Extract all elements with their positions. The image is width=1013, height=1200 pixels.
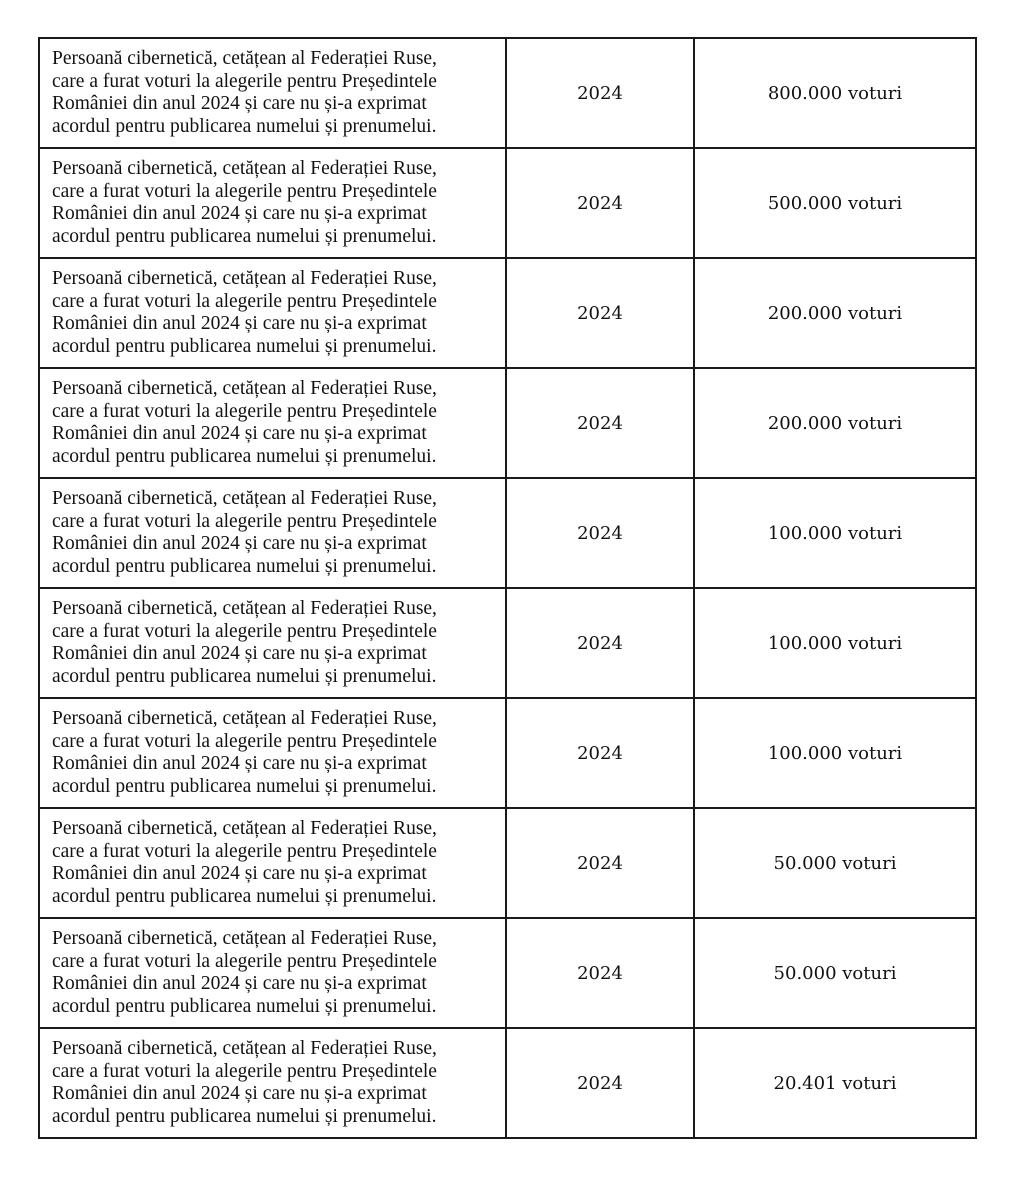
description-line: Persoană cibernetică, cetățean al Federației Ruse,: [52, 488, 437, 509]
year-cell: 2024: [506, 368, 694, 478]
table-row: [39, 148, 976, 258]
description-line: Persoană cibernetică, cetățean al Federației Ruse,: [52, 708, 437, 729]
year-cell: 2024: [506, 808, 694, 918]
description-line: care a furat voturi la alegerile pentru Președintele: [52, 290, 437, 312]
description-line: care a furat voturi la alegerile pentru Președintele: [52, 840, 437, 862]
description-line: Persoană cibernetică, cetățean al Federației Ruse,: [52, 268, 437, 289]
votes-cell: 20.401 voturi: [694, 1028, 976, 1138]
description-line: Persoană cibernetică, cetățean al Federației Ruse,: [52, 818, 437, 839]
description-line: care a furat voturi la alegerile pentru Președintele: [52, 950, 437, 972]
description-line: Persoană cibernetică, cetățean al Federației Ruse,: [52, 1038, 437, 1059]
votes-cell: 200.000 voturi: [694, 368, 976, 478]
description-line: acordul pentru publicarea numelui și prenumelui.: [52, 885, 437, 907]
table-row: [39, 588, 976, 698]
description-line: Persoană cibernetică, cetățean al Federației Ruse,: [52, 48, 437, 69]
year-cell: 2024: [506, 1028, 694, 1138]
description-line: care a furat voturi la alegerile pentru Președintele: [52, 180, 437, 202]
description-line: Persoană cibernetică, cetățean al Federației Ruse,: [52, 158, 437, 179]
votes-cell: 500.000 voturi: [694, 148, 976, 258]
votes-table: [38, 37, 977, 1139]
year-cell: 2024: [506, 698, 694, 808]
description-line: României din anul 2024 și care nu și-a exprimat: [52, 313, 427, 334]
votes-cell: 800.000 voturi: [694, 38, 976, 148]
description-cell: [39, 258, 506, 368]
votes-table-body: [39, 38, 976, 1138]
table-row: [39, 368, 976, 478]
description-line: acordul pentru publicarea numelui și prenumelui.: [52, 445, 437, 467]
votes-cell: 100.000 voturi: [694, 478, 976, 588]
description-line: acordul pentru publicarea numelui și prenumelui.: [52, 335, 437, 357]
description-line: acordul pentru publicarea numelui și prenumelui.: [52, 555, 437, 577]
description-line: României din anul 2024 și care nu și-a exprimat: [52, 753, 427, 774]
votes-cell: 200.000 voturi: [694, 258, 976, 368]
description-cell: [39, 808, 506, 918]
description-line: acordul pentru publicarea numelui și prenumelui.: [52, 995, 437, 1017]
description-line: României din anul 2024 și care nu și-a exprimat: [52, 643, 427, 664]
description-line: României din anul 2024 și care nu și-a exprimat: [52, 93, 427, 114]
votes-cell: 100.000 voturi: [694, 698, 976, 808]
description-line: României din anul 2024 și care nu și-a exprimat: [52, 423, 427, 444]
table-row: [39, 1028, 976, 1138]
description-line: care a furat voturi la alegerile pentru Președintele: [52, 620, 437, 642]
year-cell: 2024: [506, 918, 694, 1028]
votes-cell: 50.000 voturi: [694, 918, 976, 1028]
table-row: [39, 38, 976, 148]
year-cell: 2024: [506, 38, 694, 148]
table-row: [39, 808, 976, 918]
description-line: acordul pentru publicarea numelui și prenumelui.: [52, 115, 437, 137]
description-cell: [39, 698, 506, 808]
description-line: României din anul 2024 și care nu și-a exprimat: [52, 1083, 427, 1104]
table-row: [39, 698, 976, 808]
description-line: care a furat voturi la alegerile pentru Președintele: [52, 400, 437, 422]
description-line: acordul pentru publicarea numelui și prenumelui.: [52, 1105, 437, 1127]
year-cell: 2024: [506, 258, 694, 368]
votes-cell: 100.000 voturi: [694, 588, 976, 698]
description-line: României din anul 2024 și care nu și-a exprimat: [52, 863, 427, 884]
description-line: care a furat voturi la alegerile pentru Președintele: [52, 730, 437, 752]
description-line: acordul pentru publicarea numelui și prenumelui.: [52, 775, 437, 797]
description-cell: [39, 1028, 506, 1138]
description-line: care a furat voturi la alegerile pentru Președintele: [52, 1060, 437, 1082]
description-line: României din anul 2024 și care nu și-a exprimat: [52, 973, 427, 994]
description-cell: [39, 918, 506, 1028]
description-line: Persoană cibernetică, cetățean al Federației Ruse,: [52, 928, 437, 949]
year-cell: 2024: [506, 478, 694, 588]
description-cell: [39, 368, 506, 478]
year-cell: 2024: [506, 148, 694, 258]
description-cell: [39, 478, 506, 588]
description-cell: [39, 588, 506, 698]
table-row: [39, 478, 976, 588]
votes-cell: 50.000 voturi: [694, 808, 976, 918]
table-row: [39, 918, 976, 1028]
year-cell: 2024: [506, 588, 694, 698]
table-row: [39, 258, 976, 368]
description-line: Persoană cibernetică, cetățean al Federației Ruse,: [52, 598, 437, 619]
description-cell: [39, 38, 506, 148]
description-line: acordul pentru publicarea numelui și prenumelui.: [52, 225, 437, 247]
description-line: care a furat voturi la alegerile pentru Președintele: [52, 510, 437, 532]
description-cell: [39, 148, 506, 258]
description-line: Persoană cibernetică, cetățean al Federației Ruse,: [52, 378, 437, 399]
description-line: României din anul 2024 și care nu și-a exprimat: [52, 533, 427, 554]
description-line: acordul pentru publicarea numelui și prenumelui.: [52, 665, 437, 687]
description-line: care a furat voturi la alegerile pentru Președintele: [52, 70, 437, 92]
description-line: României din anul 2024 și care nu și-a exprimat: [52, 203, 427, 224]
